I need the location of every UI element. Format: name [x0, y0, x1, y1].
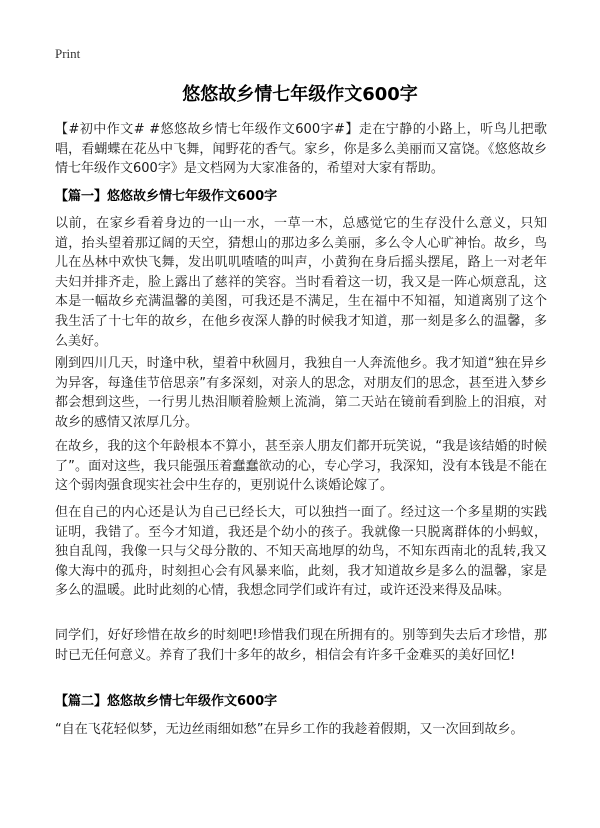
section-1-paragraph-1: 以前，在家乡看着身边的一山一水，一草一木，总感觉它的生存没什么意义，只知道，抬头望着那辽阔的天空，猜想山的那边多么美丽，多么令人心旷神怡。故乡，鸟儿在丛林中欢快飞舞，发出叽叽喳喳的叫声，小黄狗在身后摇头摆尾，路上一对老年夫妇并排齐走，脸上露出了慈祥的笑容。当时看着这一切，我又是一阵心烦意乱，这本是一幅故乡充满温馨的美图，可我还是不满足，生在福中不知福，知道离别了这个我生活了十七年的故乡，在他乡夜深人静的时候我才知道，那一刻是多么的温馨，多么美好。 — [55, 216, 547, 349]
section-1-paragraph-2: 刚到四川几天，时逢中秋，望着中秋圆月，我独自一人奔流他乡。我才知道“独在异乡为异客，每逢佳节倍思亲”有多深刻，对亲人的思念，对朋友们的思念，甚至进入梦乡都会想到这些，一行男儿热泪顺着脸颊上流淌，第二天站在镜前看到脸上的泪痕，对故乡的感情又浓厚几分。 — [55, 356, 547, 430]
intro-paragraph: 【#初中作文# #悠悠故乡情七年级作文600字#】走在宁静的小路上，听鸟儿把歌唱，看蝴蝶在花丛中飞舞，闻野花的香气。家乡，你是多么美丽而又富饶。《悠悠故乡情七年级作文600字》是文档网为大家准备的，希望对大家有帮助。 — [55, 122, 547, 177]
section-1-paragraph-5: 同学们，好好珍惜在故乡的时刻吧!珍惜我们现在所拥有的。别等到失去后才珍惜，那时已无任何意义。养育了我们十多年的故乡，相信会有许多千金难买的美好回忆! — [55, 628, 547, 663]
section-2-heading: 【篇二】悠悠故乡情七年级作文600字 — [55, 694, 278, 709]
section-1-paragraph-4: 但在自己的内心还是认为自己已经长大，可以独挡一面了。经过这一个多星期的实践证明，我错了。至今才知道，我还是个幼小的孩子。我就像一只脱离群体的小蚂蚁，独自乱闯，我像一只与父母分散的、不知天高地厚的幼鸟，不知东西南北的乱转,我又像大海中的孤舟，时刻担心会有风暴来临，此刻，我才知道故乡是多么的温馨，家是多么的温暖。此时此刻的心情，我想念同学们或许有过，或许还没来得及品味。 — [55, 505, 547, 599]
print-link[interactable]: Print — [55, 46, 81, 61]
page-title: 悠悠故乡情七年级作文600字 — [182, 84, 418, 105]
section-2-paragraph-1: “自在飞花轻似梦，无边丝雨细如愁”在异乡工作的我趁着假期，又一次回到故乡。 — [55, 722, 524, 737]
section-1-heading: 【篇一】悠悠故乡情七年级作文600字 — [55, 189, 278, 204]
section-1-paragraph-3: 在故乡，我的这个年龄根本不算小，甚至亲人朋友们都开玩笑说，“我是该结婚的时候了”。面对这些，我只能强压着蠢蠢欲动的心，专心学习，我深知，没有本钱是不能在这个弱肉强食现实社会中生存的，更别说什么谈婚论嫁了。 — [55, 439, 547, 494]
